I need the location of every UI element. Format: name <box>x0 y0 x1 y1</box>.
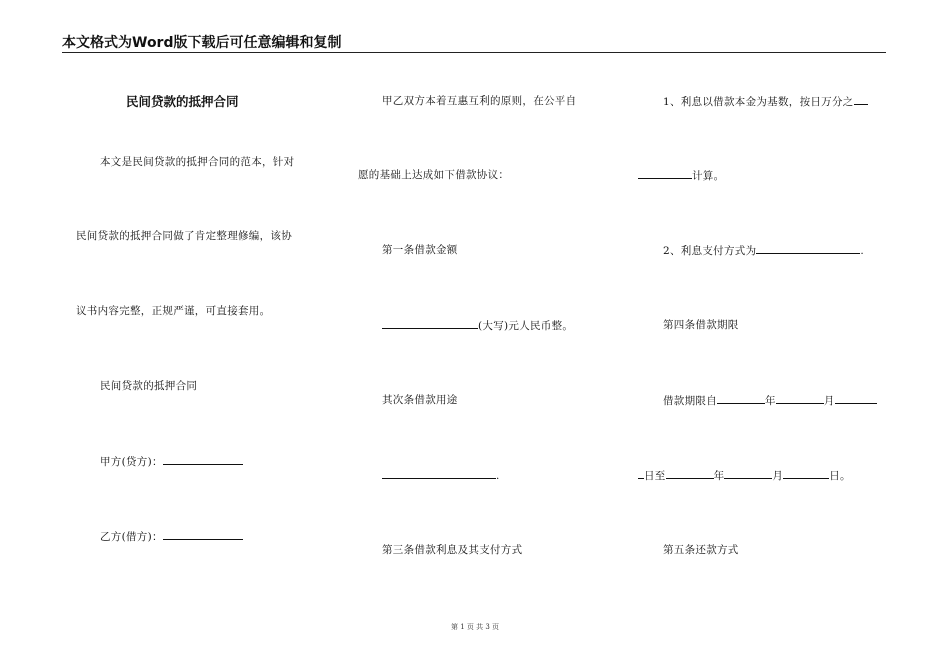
page-number: 第 1 页 共 3 页 <box>450 623 500 631</box>
intro-line-3: 议书内容完整，正规严谨，可直接套用。 <box>76 305 271 317</box>
amount-blank <box>382 318 478 329</box>
intro-line-2: 民间贷款的抵押合同做了肯定整理修编，该协 <box>76 230 292 242</box>
day-end-label: 日。 <box>829 470 851 482</box>
payment-method-label: 2、利息支付方式为 <box>663 245 757 257</box>
payment-method-end: . <box>860 245 865 257</box>
preamble-line-2: 愿的基础上达成如下借款协议： <box>358 169 510 181</box>
interest-line-2 <box>663 243 864 258</box>
interest-rate-text: 1、利息以借款本金为基数，按日万分之 <box>663 96 854 108</box>
term-end-line <box>638 468 851 483</box>
purpose-end: . <box>496 470 500 482</box>
party-a-line <box>100 454 243 469</box>
interest-calc-blank <box>638 168 692 179</box>
article-1-title: 第一条借款金额 <box>382 244 458 256</box>
article-3-title: 第三条借款利息及其支付方式 <box>382 544 523 556</box>
payment-method-blank <box>756 243 860 254</box>
start-month-blank <box>776 393 824 404</box>
header-divider <box>62 52 886 53</box>
term-prefix: 借款期限自 <box>663 395 717 407</box>
day-to-label: 日至 <box>644 470 666 482</box>
interest-rate-blank <box>854 94 868 105</box>
end-year-label: 年 <box>713 470 725 482</box>
interest-calc-line <box>638 168 724 183</box>
end-month-label: 月 <box>772 470 784 482</box>
year-label: 年 <box>765 395 776 407</box>
article-4-title: 第四条借款期限 <box>663 319 739 331</box>
article-2-purpose-line <box>382 468 500 483</box>
start-year-blank <box>717 393 765 404</box>
interest-line-1 <box>663 94 868 109</box>
party-a-blank <box>163 454 243 465</box>
purpose-blank <box>382 468 496 479</box>
start-day-blank <box>835 393 877 404</box>
term-start-line <box>663 393 877 408</box>
month-label: 月 <box>823 395 835 407</box>
article-2-title: 其次条借款用途 <box>382 394 458 406</box>
article-5-title: 第五条还款方式 <box>663 544 739 556</box>
end-month-blank <box>724 468 772 479</box>
end-year-blank <box>666 468 714 479</box>
article-1-amount-line <box>382 318 573 333</box>
party-b-line <box>100 529 243 544</box>
interest-calc-text: 计算。 <box>692 170 725 182</box>
contract-name: 民间贷款的抵押合同 <box>100 380 198 392</box>
party-a-label: 甲方(贷方)： <box>100 456 163 468</box>
amount-suffix: (大写)元人民币整。 <box>478 320 574 332</box>
party-b-label: 乙方(借方)： <box>100 531 163 543</box>
end-day-blank <box>783 468 829 479</box>
document-header: 本文格式为Word版下载后可任意编辑和复制 <box>62 35 342 51</box>
party-b-blank <box>163 529 243 540</box>
document-title: 民间贷款的抵押合同 <box>126 94 239 109</box>
intro-line-1: 本文是民间贷款的抵押合同的范本，针对 <box>100 156 295 168</box>
preamble-line-1: 甲乙双方本着互惠互利的原则，在公平自 <box>382 95 577 107</box>
